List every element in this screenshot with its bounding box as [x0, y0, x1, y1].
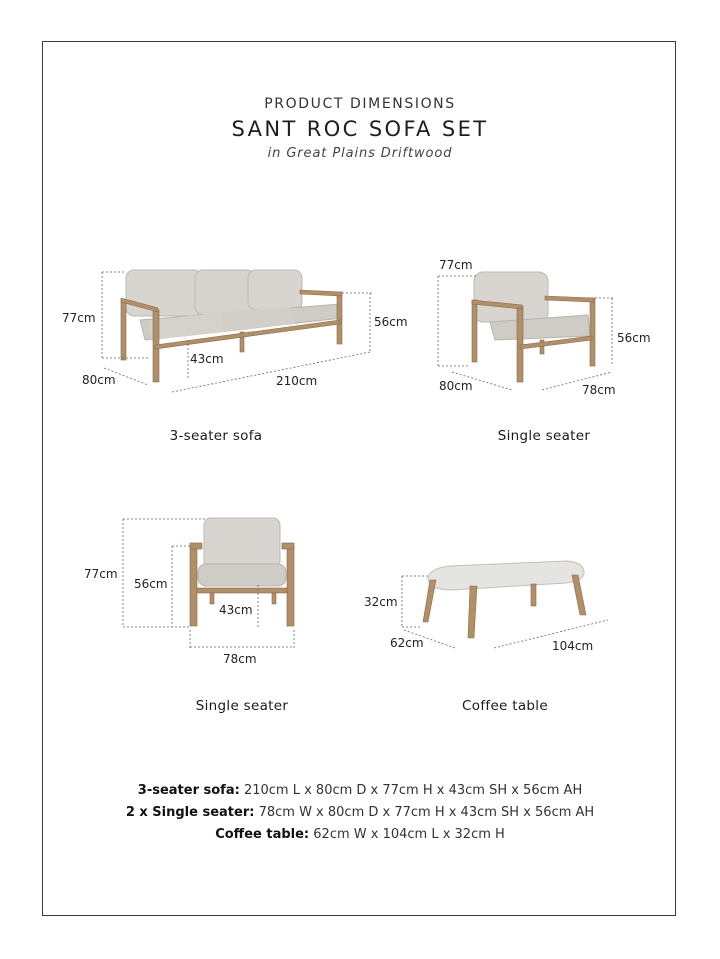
chair-front-height-label: 77cm [84, 567, 118, 581]
header-subtitle: PRODUCT DIMENSIONS [264, 96, 456, 112]
spec-text-table: 62cm W x 104cm L x 32cm H [309, 827, 505, 842]
spec-line-sofa [0, 780, 720, 802]
chair-front-width-label: 78cm [223, 652, 257, 666]
table-width-label: 62cm [390, 636, 424, 650]
table-height-label: 32cm [364, 595, 398, 609]
spec-line-table [0, 824, 720, 846]
spec-line-chair [0, 802, 720, 824]
sofa-width-label: 210cm [276, 374, 318, 388]
spec-text-chair: 78cm W x 80cm D x 77cm H x 43cm SH x 56cm AH [254, 805, 595, 820]
chair-front-arm-height-label: 56cm [134, 577, 168, 591]
chair-side-arm-height-label: 56cm [617, 331, 651, 345]
chair-front-seat-height-label: 43cm [219, 603, 253, 617]
caption-sofa: 3-seater sofa [169, 428, 263, 444]
sofa-illustration [121, 270, 342, 382]
spec-text-sofa: 210cm L x 80cm D x 77cm H x 43cm SH x 56cm AH [239, 783, 583, 798]
header-note: in Great Plains Driftwood [267, 146, 453, 161]
caption-chair-side: Single seater [497, 428, 591, 444]
spec-label-sofa: 3-seater sofa: [137, 783, 240, 798]
chair-side-depth-label: 80cm [439, 379, 473, 393]
specs-block [0, 780, 720, 846]
sofa-depth-label: 80cm [82, 373, 116, 387]
coffee-table-illustration [423, 561, 586, 638]
header-title: SANT ROC SOFA SET [231, 117, 489, 141]
sofa-arm-height-label: 56cm [374, 315, 408, 329]
caption-coffee-table: Coffee table [462, 698, 548, 714]
chair-side-width-label: 78cm [582, 383, 616, 397]
chair-side-height-label: 77cm [439, 258, 473, 272]
chair-side-illustration [472, 272, 595, 382]
table-length-label: 104cm [552, 639, 594, 653]
caption-chair-front: Single seater [195, 698, 289, 714]
sofa-height-label: 77cm [62, 311, 96, 325]
spec-label-table: Coffee table: [215, 827, 310, 842]
spec-label-chair: 2 x Single seater: [125, 805, 255, 820]
sofa-seat-height-label: 43cm [190, 352, 224, 366]
